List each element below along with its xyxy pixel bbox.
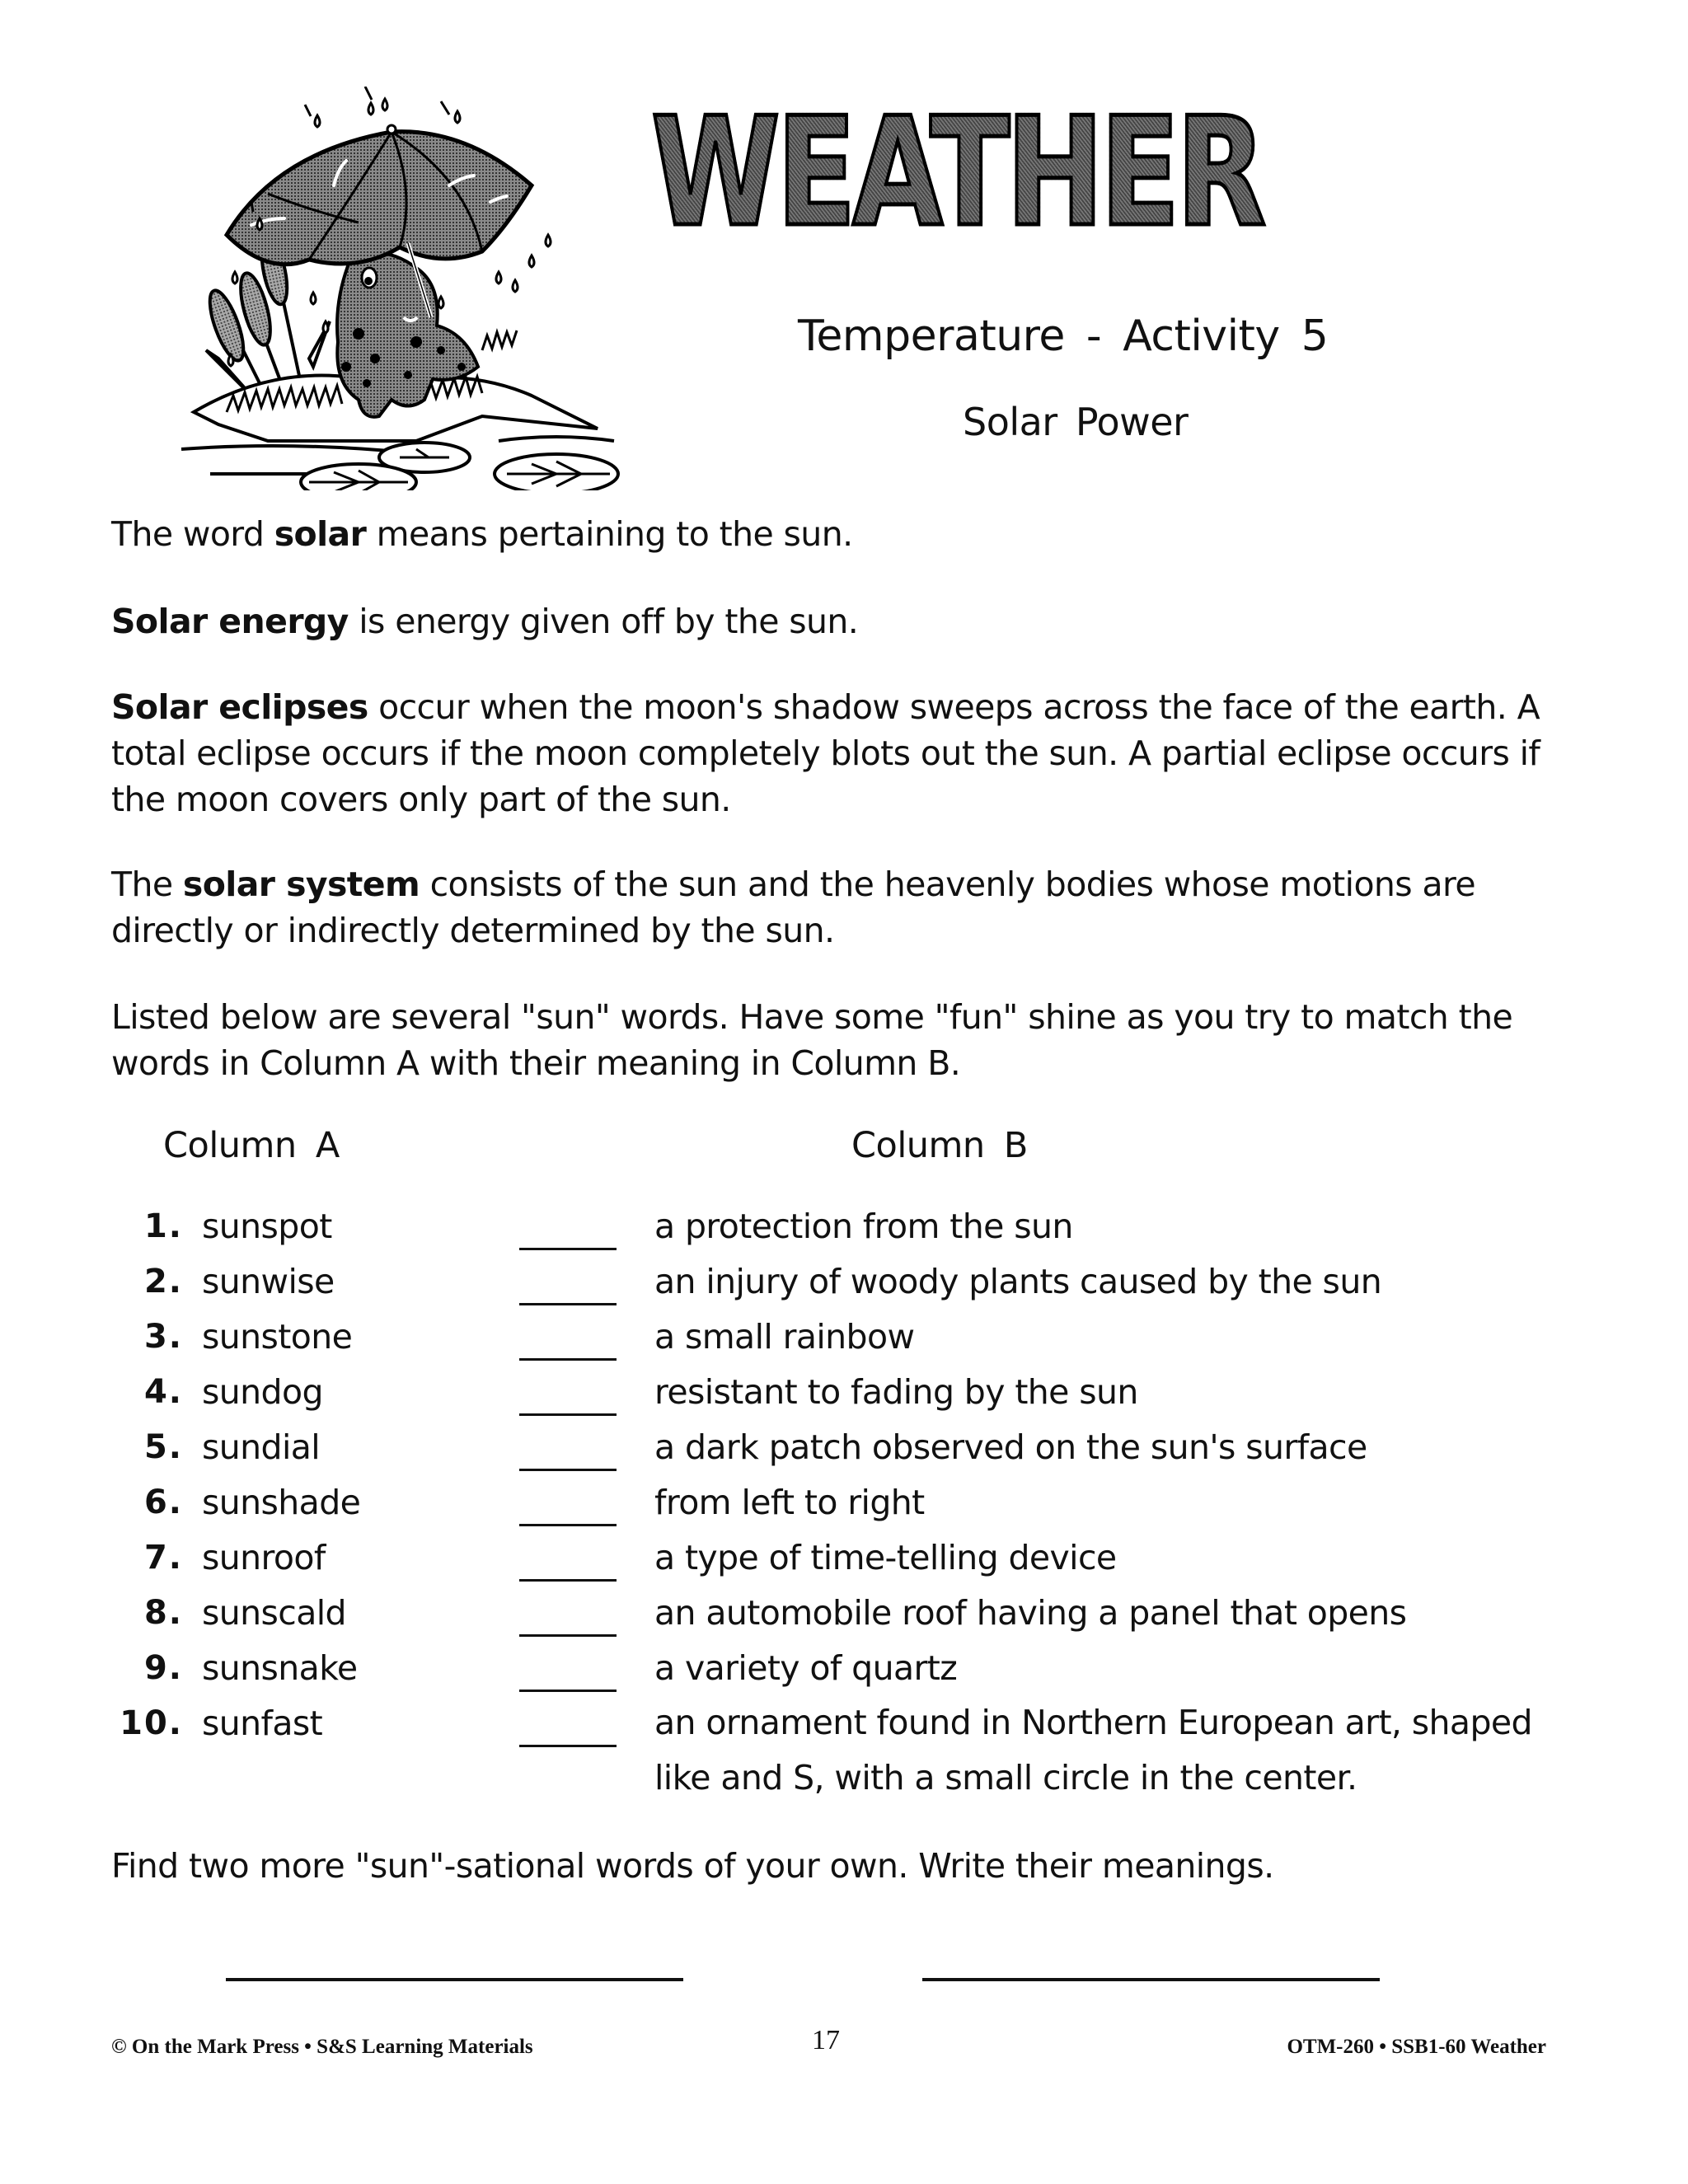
answer-blank[interactable]: [519, 1248, 617, 1250]
p3-bold-term: Solar eclipses: [111, 687, 368, 727]
column-a-word: sunfast: [202, 1704, 323, 1743]
column-a-word: sundial: [202, 1427, 321, 1467]
umbrella-frog-icon: [169, 87, 639, 490]
column-a-word: sunroof: [202, 1538, 326, 1577]
column-b-meaning: an injury of woody plants caused by the sun: [654, 1262, 1382, 1301]
column-b-meaning: a type of time-telling device: [654, 1538, 1117, 1577]
answer-blank[interactable]: [519, 1579, 617, 1582]
matching-row: [0, 1479, 1688, 1535]
footer-copyright: © On the Mark Press • S&S Learning Materials: [111, 2036, 533, 2058]
row-number: 5.: [143, 1428, 183, 1466]
answer-blank[interactable]: [519, 1469, 617, 1471]
column-b-meaning: resistant to fading by the sun: [654, 1372, 1138, 1412]
matching-row: [0, 1424, 1688, 1479]
matching-row: [0, 1314, 1688, 1369]
column-b-meaning: from left to right: [654, 1483, 925, 1522]
paragraph-solar: [111, 511, 1562, 557]
page-number: 17: [812, 2025, 840, 2055]
column-a-word: sunsnake: [202, 1648, 358, 1688]
matching-row: [0, 1700, 1688, 1811]
own-word-answer-line-1[interactable]: [226, 1978, 683, 1981]
column-a-word: sundog: [202, 1372, 323, 1412]
column-b-meaning: an automobile roof having a panel that opens: [654, 1593, 1407, 1633]
p1-bold-term: solar: [274, 514, 367, 554]
column-a-word: sunscald: [202, 1593, 346, 1633]
row-number: 6.: [143, 1483, 183, 1521]
topic-heading: Solar Power: [963, 400, 1189, 444]
column-a-word: sunwise: [202, 1262, 335, 1301]
matching-row: [0, 1203, 1688, 1258]
p4-bold-term: solar system: [182, 865, 420, 904]
row-number: 3.: [143, 1318, 183, 1356]
column-b-meaning: a variety of quartz: [654, 1648, 958, 1688]
p3-text-after: occur when the moon's shadow sweeps across the face of the earth. A total eclipse occurs if the moon completely blots out the sun. A partial eclipse occurs if the moon covers only part of the sun.: [111, 687, 1540, 819]
p4-text-before: The: [111, 865, 183, 904]
answer-blank[interactable]: [519, 1413, 617, 1416]
row-number: 8.: [143, 1594, 183, 1632]
p2-text-after: is energy given off by the sun.: [348, 602, 859, 641]
paragraph-instructions: Listed below are several "sun" words. Have some "fun" shine as you try to match the words in Column A with their meaning in Column B.: [111, 997, 1513, 1083]
paragraph-solar-energy: [111, 598, 1562, 644]
row-number: 9.: [143, 1649, 183, 1687]
own-word-answer-line-2[interactable]: [922, 1978, 1380, 1981]
column-a-header: Column A: [163, 1125, 340, 1166]
answer-blank[interactable]: [519, 1745, 617, 1747]
column-b-meaning: an ornament found in Northern European art, shaped like and S, with a small circle in the center.: [654, 1703, 1532, 1797]
row-number: 10.: [120, 1704, 183, 1742]
matching-row: [0, 1369, 1688, 1424]
matching-row: [0, 1645, 1688, 1700]
matching-row: [0, 1535, 1688, 1590]
row-number: 1.: [143, 1207, 183, 1245]
matching-row: [0, 1590, 1688, 1645]
p1-text-before: The word: [111, 514, 274, 554]
paragraph-own-words-prompt: Find two more "sun"-sational words of your own. Write their meanings.: [111, 1846, 1274, 1886]
column-a-word: sunspot: [202, 1207, 332, 1246]
column-b-meaning: a dark patch observed on the sun's surface: [654, 1427, 1367, 1467]
column-b-meaning: a small rainbow: [654, 1317, 915, 1357]
column-b-meaning: a protection from the sun: [654, 1207, 1073, 1246]
frog-umbrella-illustration: [169, 87, 639, 490]
p1-text-after: means pertaining to the sun.: [366, 514, 853, 554]
row-number: 2.: [143, 1263, 183, 1301]
answer-blank[interactable]: [519, 1634, 617, 1637]
paragraph-solar-eclipses: [111, 684, 1562, 823]
column-b-header: Column B: [851, 1125, 1028, 1166]
answer-blank[interactable]: [519, 1690, 617, 1692]
answer-blank[interactable]: [519, 1303, 617, 1305]
p2-bold-term: Solar energy: [111, 602, 349, 641]
answer-blank[interactable]: [519, 1358, 617, 1361]
column-a-word: sunshade: [202, 1483, 361, 1522]
page-title: WEATHER: [651, 85, 1263, 260]
footer-product-code: OTM-260 • SSB1-60 Weather: [1287, 2036, 1546, 2058]
matching-row: [0, 1258, 1688, 1314]
row-number: 7.: [143, 1539, 183, 1577]
column-a-word: sunstone: [202, 1317, 353, 1357]
paragraph-solar-system: [111, 861, 1562, 954]
row-number: 4.: [143, 1373, 183, 1411]
activity-subtitle: Temperature - Activity 5: [798, 312, 1329, 361]
answer-blank[interactable]: [519, 1524, 617, 1526]
p4-text-after: consists of the sun and the heavenly bodies whose motions are directly or indirectly determined by the sun.: [111, 865, 1476, 950]
